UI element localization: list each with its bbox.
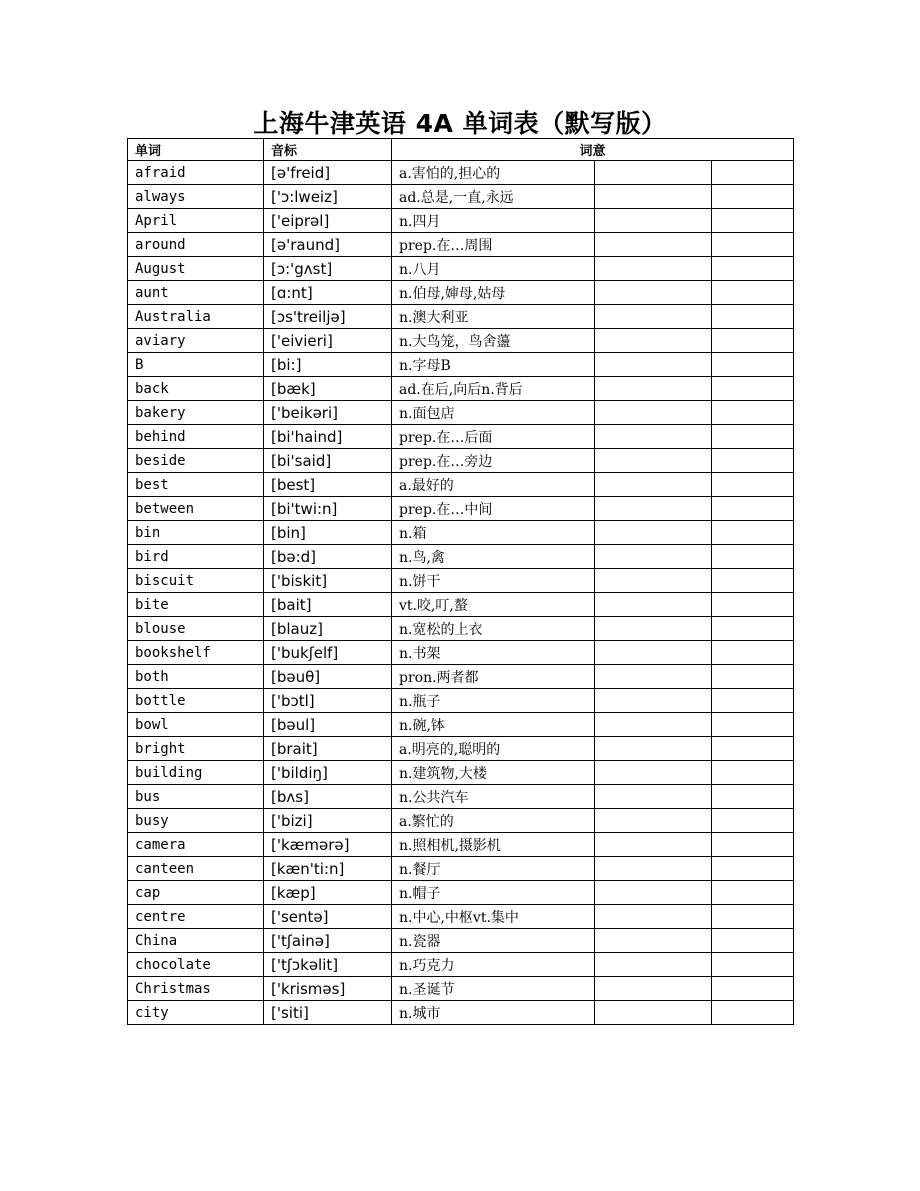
meaning-cell: n.帽子 — [392, 881, 595, 905]
blank-cell — [595, 857, 712, 881]
phonetic-cell: [kæp] — [264, 881, 392, 905]
table-row — [128, 953, 794, 977]
table-row — [128, 689, 794, 713]
blank-cell — [712, 521, 794, 545]
meaning-cell: prep.在…周围 — [392, 233, 595, 257]
word-cell: bite — [128, 593, 264, 617]
blank-cell — [712, 233, 794, 257]
meaning-cell: n.碗,钵 — [392, 713, 595, 737]
table-row — [128, 833, 794, 857]
blank-cell — [595, 329, 712, 353]
phonetic-cell: [bə:d] — [264, 545, 392, 569]
word-cell: beside — [128, 449, 264, 473]
blank-cell — [595, 161, 712, 185]
meaning-cell: prep.在…后面 — [392, 425, 595, 449]
blank-cell — [712, 977, 794, 1001]
meaning-cell: n.宽松的上衣 — [392, 617, 595, 641]
phonetic-cell: [bi:] — [264, 353, 392, 377]
blank-cell — [712, 737, 794, 761]
word-cell: city — [128, 1001, 264, 1025]
blank-cell — [712, 857, 794, 881]
word-cell: bottle — [128, 689, 264, 713]
word-cell: both — [128, 665, 264, 689]
blank-cell — [595, 353, 712, 377]
word-cell: always — [128, 185, 264, 209]
blank-cell — [712, 401, 794, 425]
phonetic-cell: ['bizi] — [264, 809, 392, 833]
table-row — [128, 425, 794, 449]
blank-cell — [712, 257, 794, 281]
meaning-cell: n.瓶子 — [392, 689, 595, 713]
table-row — [128, 209, 794, 233]
blank-cell — [595, 209, 712, 233]
blank-cell — [712, 953, 794, 977]
meaning-cell: n.饼干 — [392, 569, 595, 593]
phonetic-cell: [bi'said] — [264, 449, 392, 473]
blank-cell — [712, 329, 794, 353]
table-row — [128, 161, 794, 185]
table-row — [128, 785, 794, 809]
table-row — [128, 881, 794, 905]
blank-cell — [712, 425, 794, 449]
blank-cell — [595, 521, 712, 545]
table-header-row — [128, 139, 794, 161]
blank-cell — [595, 737, 712, 761]
word-cell: building — [128, 761, 264, 785]
table-row — [128, 593, 794, 617]
phonetic-cell: [blauz] — [264, 617, 392, 641]
table-row — [128, 185, 794, 209]
blank-cell — [595, 257, 712, 281]
phonetic-cell: ['bildiŋ] — [264, 761, 392, 785]
word-cell: behind — [128, 425, 264, 449]
table-row — [128, 641, 794, 665]
word-cell: busy — [128, 809, 264, 833]
table-row — [128, 449, 794, 473]
blank-cell — [595, 833, 712, 857]
word-cell: afraid — [128, 161, 264, 185]
blank-cell — [595, 593, 712, 617]
blank-cell — [595, 401, 712, 425]
blank-cell — [595, 617, 712, 641]
meaning-cell: n.圣诞节 — [392, 977, 595, 1001]
meaning-cell: n.瓷器 — [392, 929, 595, 953]
table-row — [128, 377, 794, 401]
blank-cell — [712, 185, 794, 209]
word-cell: around — [128, 233, 264, 257]
word-cell: back — [128, 377, 264, 401]
word-cell: bakery — [128, 401, 264, 425]
meaning-cell: n.箱 — [392, 521, 595, 545]
phonetic-cell: [bin] — [264, 521, 392, 545]
blank-cell — [712, 473, 794, 497]
phonetic-cell: ['sentə] — [264, 905, 392, 929]
meaning-cell: a.害怕的,担心的 — [392, 161, 595, 185]
phonetic-cell: ['beikəri] — [264, 401, 392, 425]
blank-cell — [595, 569, 712, 593]
blank-cell — [712, 449, 794, 473]
blank-cell — [595, 761, 712, 785]
blank-cell — [595, 641, 712, 665]
phonetic-cell: [ə'raund] — [264, 233, 392, 257]
word-cell: China — [128, 929, 264, 953]
word-cell: chocolate — [128, 953, 264, 977]
word-cell: best — [128, 473, 264, 497]
meaning-cell: n.大鸟笼，鸟舍蘯 — [392, 329, 595, 353]
phonetic-cell: [ɔs'treiljə] — [264, 305, 392, 329]
meaning-cell: n.城市 — [392, 1001, 595, 1025]
blank-cell — [595, 305, 712, 329]
blank-cell — [595, 473, 712, 497]
phonetic-cell: [best] — [264, 473, 392, 497]
word-cell: bright — [128, 737, 264, 761]
blank-cell — [712, 761, 794, 785]
word-cell: camera — [128, 833, 264, 857]
meaning-cell: a.繁忙的 — [392, 809, 595, 833]
blank-cell — [712, 305, 794, 329]
meaning-cell: prep.在…旁边 — [392, 449, 595, 473]
phonetic-cell: ['siti] — [264, 1001, 392, 1025]
table-row — [128, 569, 794, 593]
meaning-cell: n.伯母,婶母,姑母 — [392, 281, 595, 305]
phonetic-cell: [bi'haind] — [264, 425, 392, 449]
phonetic-cell: ['kæmərə] — [264, 833, 392, 857]
blank-cell — [595, 905, 712, 929]
blank-cell — [595, 185, 712, 209]
word-cell: B — [128, 353, 264, 377]
blank-cell — [595, 953, 712, 977]
meaning-cell: n.澳大利亚 — [392, 305, 595, 329]
meaning-cell: ad.总是,一直,永远 — [392, 185, 595, 209]
word-cell: cap — [128, 881, 264, 905]
meaning-cell: ad.在后,向后n.背后 — [392, 377, 595, 401]
table-row — [128, 929, 794, 953]
phonetic-cell: ['tʃainə] — [264, 929, 392, 953]
word-cell: August — [128, 257, 264, 281]
header-phonetic: 音标 — [264, 139, 392, 161]
phonetic-cell: ['tʃɔkəlit] — [264, 953, 392, 977]
table-row — [128, 905, 794, 929]
meaning-cell: n.鸟,禽 — [392, 545, 595, 569]
blank-cell — [595, 545, 712, 569]
blank-cell — [712, 353, 794, 377]
table-row — [128, 521, 794, 545]
word-cell: biscuit — [128, 569, 264, 593]
blank-cell — [712, 809, 794, 833]
blank-cell — [712, 881, 794, 905]
phonetic-cell: [ɔ:'gʌst] — [264, 257, 392, 281]
table-row — [128, 713, 794, 737]
meaning-cell: pron.两者都 — [392, 665, 595, 689]
table-row — [128, 353, 794, 377]
table-row — [128, 761, 794, 785]
blank-cell — [712, 545, 794, 569]
phonetic-cell: ['bukʃelf] — [264, 641, 392, 665]
blank-cell — [595, 689, 712, 713]
meaning-cell: n.四月 — [392, 209, 595, 233]
blank-cell — [712, 785, 794, 809]
blank-cell — [712, 689, 794, 713]
phonetic-cell: ['krisməs] — [264, 977, 392, 1001]
blank-cell — [712, 1001, 794, 1025]
blank-cell — [712, 569, 794, 593]
blank-cell — [712, 929, 794, 953]
word-cell: bookshelf — [128, 641, 264, 665]
table-row — [128, 545, 794, 569]
phonetic-cell: [bæk] — [264, 377, 392, 401]
word-cell: canteen — [128, 857, 264, 881]
table-row — [128, 281, 794, 305]
header-meaning: 词意 — [392, 139, 794, 161]
blank-cell — [595, 713, 712, 737]
word-cell: between — [128, 497, 264, 521]
blank-cell — [712, 713, 794, 737]
table-row — [128, 977, 794, 1001]
blank-cell — [712, 377, 794, 401]
blank-cell — [595, 497, 712, 521]
word-cell: centre — [128, 905, 264, 929]
blank-cell — [595, 785, 712, 809]
meaning-cell: n.照相机,摄影机 — [392, 833, 595, 857]
blank-cell — [595, 377, 712, 401]
blank-cell — [712, 641, 794, 665]
blank-cell — [712, 497, 794, 521]
table-row — [128, 809, 794, 833]
blank-cell — [595, 881, 712, 905]
table-row — [128, 257, 794, 281]
blank-cell — [712, 209, 794, 233]
word-cell: Christmas — [128, 977, 264, 1001]
phonetic-cell: [bʌs] — [264, 785, 392, 809]
meaning-cell: n.巧克力 — [392, 953, 595, 977]
meaning-cell: vt.咬,叮,螯 — [392, 593, 595, 617]
blank-cell — [712, 161, 794, 185]
meaning-cell: prep.在…中间 — [392, 497, 595, 521]
table-row — [128, 233, 794, 257]
blank-cell — [712, 665, 794, 689]
phonetic-cell: [bi'twi:n] — [264, 497, 392, 521]
table-row — [128, 617, 794, 641]
blank-cell — [712, 593, 794, 617]
meaning-cell: n.八月 — [392, 257, 595, 281]
phonetic-cell: [kæn'ti:n] — [264, 857, 392, 881]
phonetic-cell: [ə'freid] — [264, 161, 392, 185]
phonetic-cell: ['bɔtl] — [264, 689, 392, 713]
phonetic-cell: [bait] — [264, 593, 392, 617]
meaning-cell: a.最好的 — [392, 473, 595, 497]
blank-cell — [595, 929, 712, 953]
meaning-cell: n.中心,中枢vt.集中 — [392, 905, 595, 929]
blank-cell — [595, 425, 712, 449]
table-row — [128, 665, 794, 689]
phonetic-cell: ['eivieri] — [264, 329, 392, 353]
table-row — [128, 857, 794, 881]
meaning-cell: n.餐厅 — [392, 857, 595, 881]
word-cell: aviary — [128, 329, 264, 353]
meaning-cell: n.字母B — [392, 353, 595, 377]
phonetic-cell: [brait] — [264, 737, 392, 761]
table-row — [128, 305, 794, 329]
phonetic-cell: ['ɔ:lweiz] — [264, 185, 392, 209]
blank-cell — [595, 1001, 712, 1025]
blank-cell — [595, 449, 712, 473]
word-cell: bus — [128, 785, 264, 809]
phonetic-cell: ['biskit] — [264, 569, 392, 593]
blank-cell — [712, 905, 794, 929]
meaning-cell: n.公共汽车 — [392, 785, 595, 809]
vocabulary-table — [127, 138, 794, 1025]
table-row — [128, 1001, 794, 1025]
meaning-cell: a.明亮的,聪明的 — [392, 737, 595, 761]
table-row — [128, 473, 794, 497]
blank-cell — [595, 665, 712, 689]
word-cell: bin — [128, 521, 264, 545]
blank-cell — [595, 809, 712, 833]
word-cell: Australia — [128, 305, 264, 329]
page-title: 上海牛津英语 4A 单词表（默写版） — [253, 109, 667, 138]
phonetic-cell: ['eiprəl] — [264, 209, 392, 233]
meaning-cell: n.建筑物,大楼 — [392, 761, 595, 785]
table-row — [128, 737, 794, 761]
table-row — [128, 329, 794, 353]
blank-cell — [595, 281, 712, 305]
meaning-cell: n.书架 — [392, 641, 595, 665]
header-word: 单词 — [128, 139, 264, 161]
table-row — [128, 497, 794, 521]
phonetic-cell: [ɑ:nt] — [264, 281, 392, 305]
blank-cell — [712, 617, 794, 641]
word-cell: bowl — [128, 713, 264, 737]
word-cell: April — [128, 209, 264, 233]
blank-cell — [595, 233, 712, 257]
word-cell: bird — [128, 545, 264, 569]
word-cell: aunt — [128, 281, 264, 305]
table-row — [128, 401, 794, 425]
blank-cell — [595, 977, 712, 1001]
blank-cell — [712, 281, 794, 305]
blank-cell — [712, 833, 794, 857]
phonetic-cell: [bəul] — [264, 713, 392, 737]
meaning-cell: n.面包店 — [392, 401, 595, 425]
word-cell: blouse — [128, 617, 264, 641]
phonetic-cell: [bəuθ] — [264, 665, 392, 689]
